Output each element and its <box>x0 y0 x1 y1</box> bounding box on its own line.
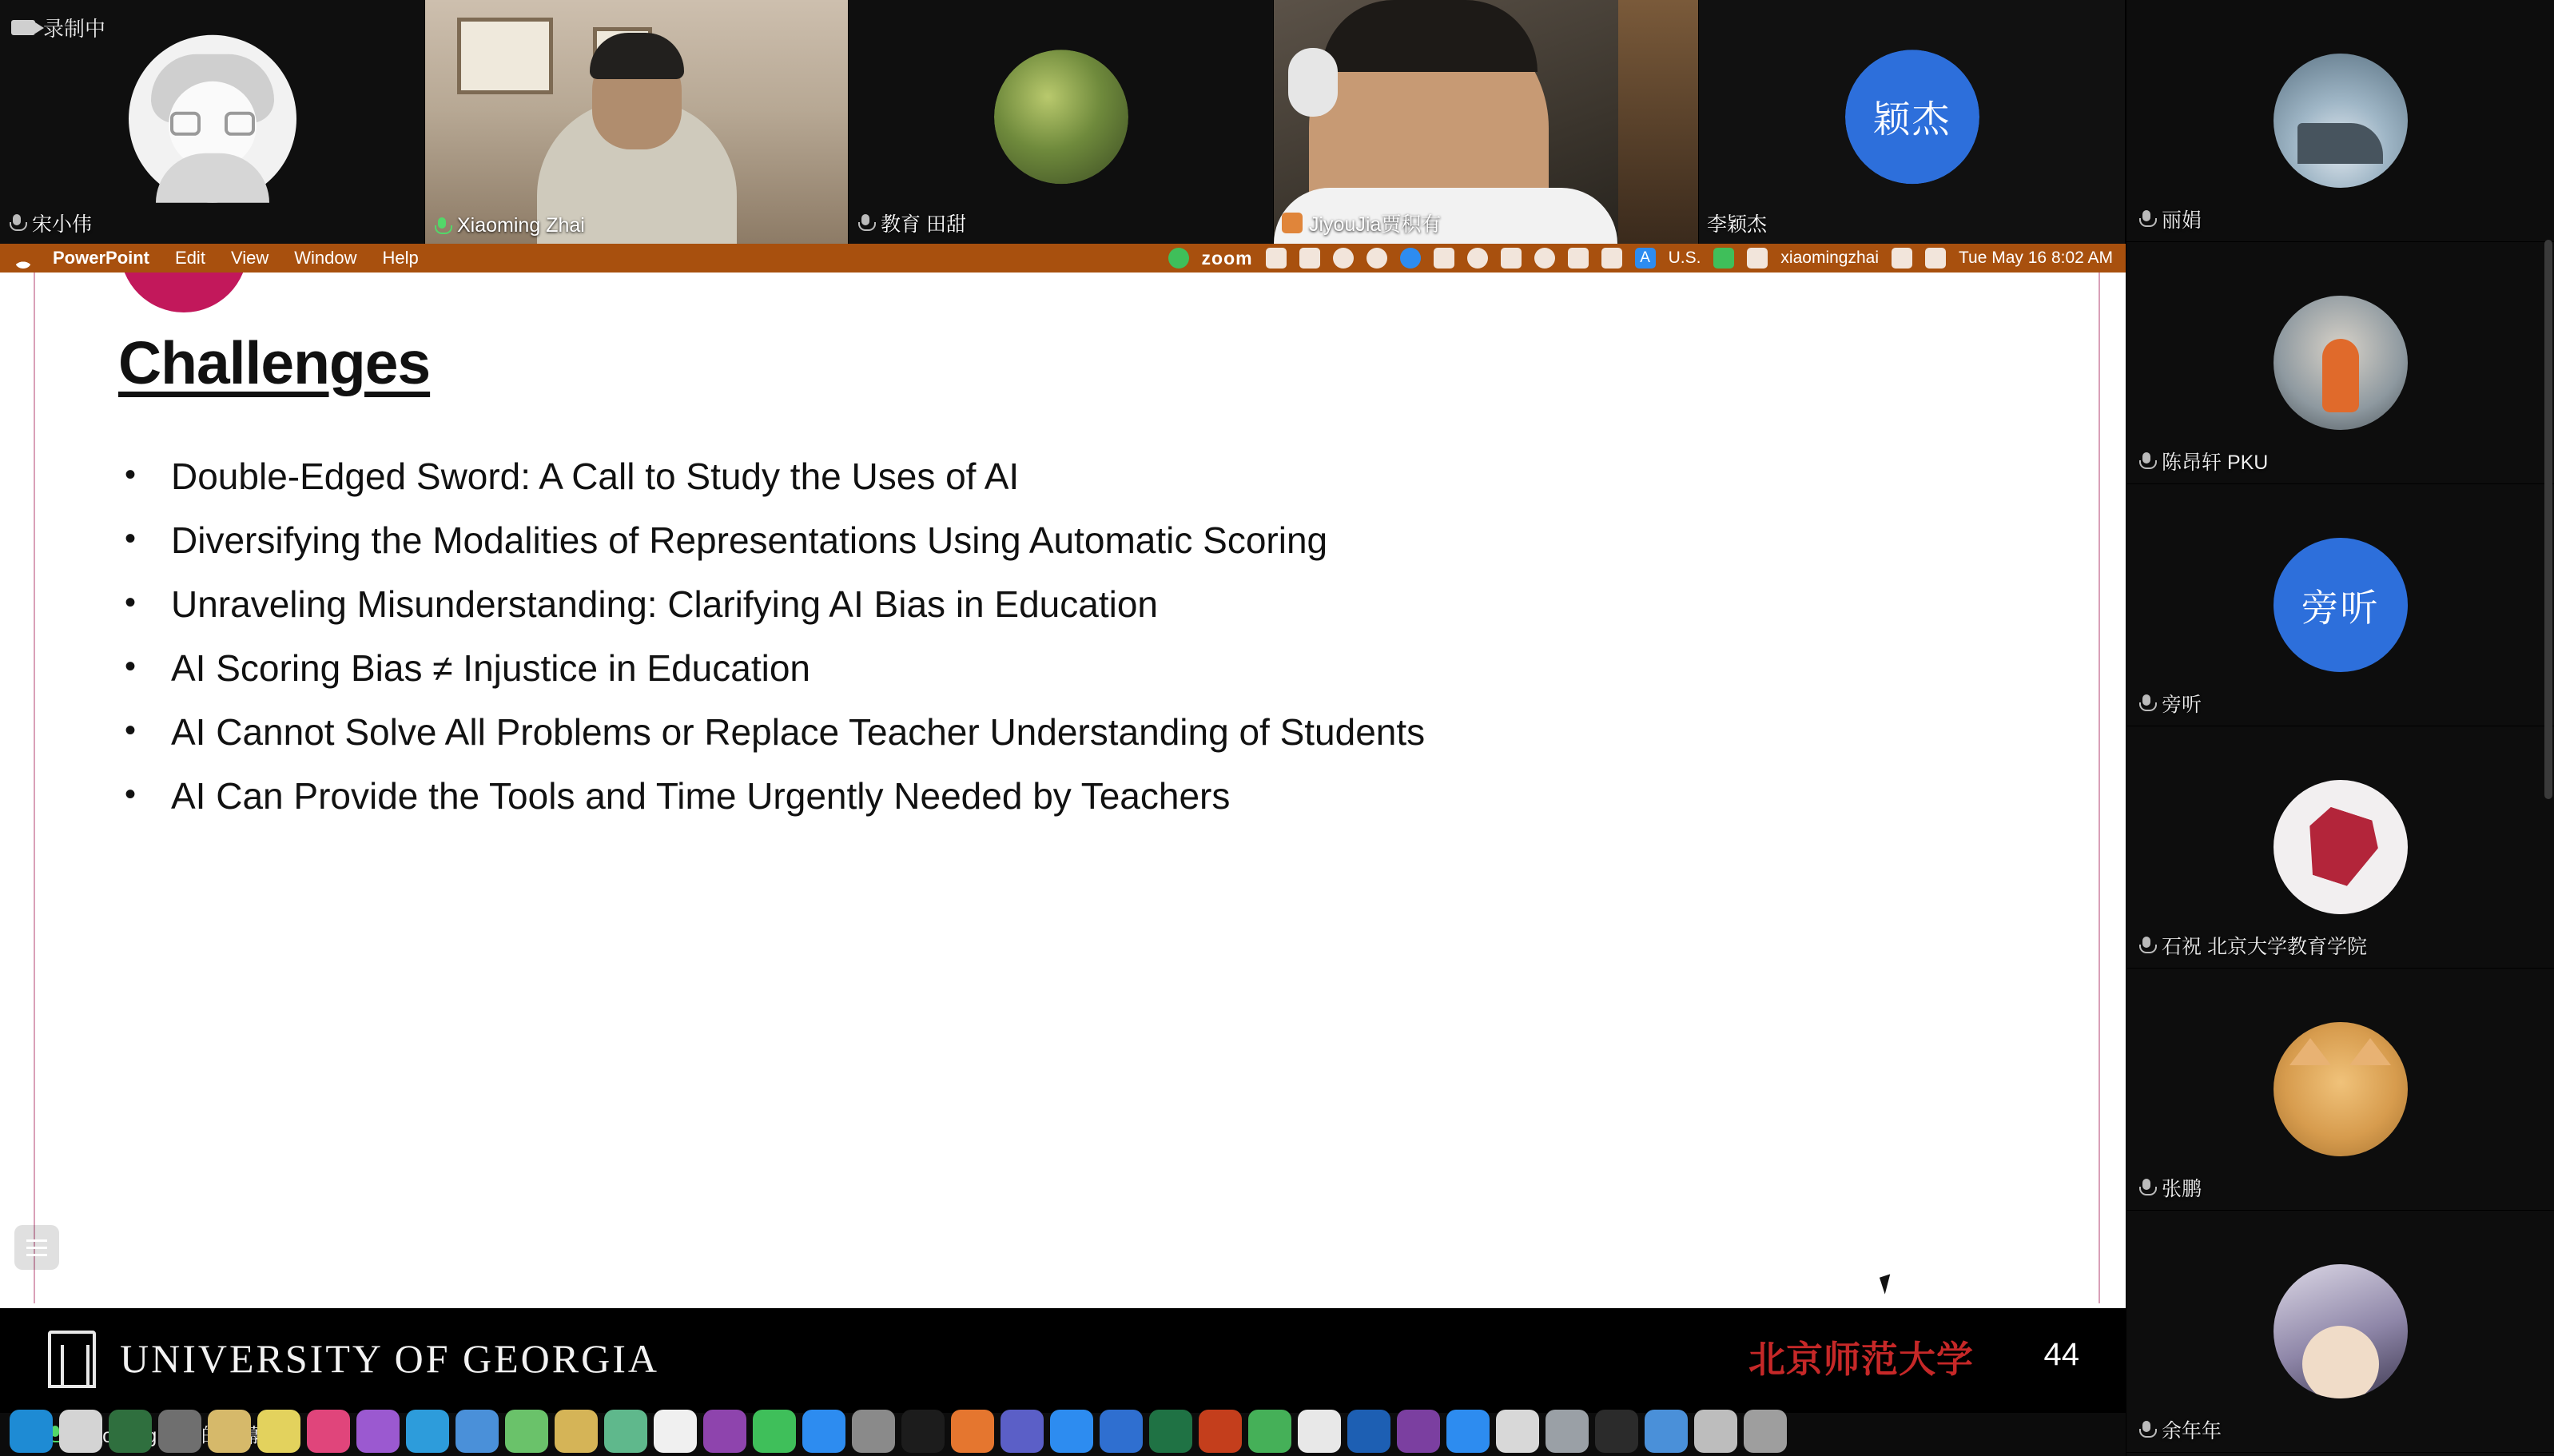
menu-edit[interactable]: Edit <box>175 248 205 268</box>
microphone-muted-icon <box>8 213 26 233</box>
teams-icon[interactable] <box>1001 1410 1044 1453</box>
avatar-badge-icon <box>1282 213 1303 233</box>
microphone-muted-icon <box>2138 209 2155 229</box>
bell-icon[interactable] <box>1501 248 1522 269</box>
list-item: • Diversifying the Modalities of Representations Using Automatic Scoring <box>118 508 1956 572</box>
university-seal-icon <box>48 1331 96 1388</box>
avatar <box>2274 54 2408 188</box>
microphone-muted-icon <box>2138 1177 2155 1198</box>
video-tile-strip <box>0 0 2126 244</box>
podcasts-icon[interactable] <box>703 1410 746 1453</box>
screen-share-icon[interactable] <box>1168 248 1189 269</box>
video-tile[interactable] <box>1274 0 1699 244</box>
participant-name: Xiaoming Zhai <box>433 214 585 237</box>
participant-name: 丽娟 <box>2138 205 2202 233</box>
screenshot-icon[interactable] <box>1546 1410 1589 1453</box>
volume-icon[interactable] <box>1568 248 1589 269</box>
search-menu-icon[interactable] <box>1333 248 1354 269</box>
participant-name: 宋小伟 <box>8 209 92 237</box>
video-tile[interactable] <box>1699 0 2126 244</box>
participant-name: JiyouJia贾积有 <box>1282 209 1441 237</box>
settings-gear-icon[interactable] <box>852 1410 895 1453</box>
slide-decoration <box>120 273 248 312</box>
participant-name: 李颖杰 <box>1707 213 1768 236</box>
video-tile[interactable] <box>425 0 849 244</box>
microphone-muted-icon <box>2138 693 2155 714</box>
powerpoint-icon[interactable] <box>1199 1410 1242 1453</box>
keyboard-flag-icon[interactable]: A <box>1635 248 1656 269</box>
rail-participant[interactable] <box>2126 242 2554 484</box>
zoom-menu-icon[interactable]: zoom <box>1201 248 1253 269</box>
avatar <box>2274 296 2408 430</box>
video-tile[interactable] <box>0 0 425 244</box>
powerpoint-slide[interactable] <box>0 273 2126 1414</box>
avatar <box>2274 1022 2408 1156</box>
microphone-muted-icon <box>857 213 874 233</box>
system-settings-icon[interactable] <box>158 1410 201 1453</box>
participant-name: 余年年 <box>2138 1415 2222 1444</box>
facetime-icon[interactable] <box>753 1410 796 1453</box>
input-source-label[interactable]: U.S. <box>1668 249 1701 267</box>
menu-window[interactable]: Window <box>294 248 357 268</box>
list-item: • AI Scoring Bias ≠ Injustice in Education <box>118 636 1956 700</box>
spotlight-search-icon[interactable] <box>1892 248 1912 269</box>
menu-view[interactable]: View <box>230 248 269 268</box>
input-en-icon[interactable] <box>1694 1410 1737 1453</box>
app-lock-icon[interactable] <box>1595 1410 1638 1453</box>
avatar <box>129 34 296 202</box>
bluetooth-icon[interactable] <box>1601 248 1622 269</box>
dropbox-icon[interactable] <box>1299 248 1320 269</box>
chrome-menu-icon[interactable] <box>1367 248 1387 269</box>
menu-help[interactable]: Help <box>382 248 419 268</box>
recording-indicator <box>11 13 105 42</box>
avatar <box>2274 780 2408 914</box>
clock-datetime[interactable]: Tue May 16 8:02 AM <box>1959 249 2113 267</box>
footer-cn-mark: 北京师范大学 <box>1748 1339 1974 1380</box>
notes-icon[interactable] <box>257 1410 300 1453</box>
battery-icon[interactable] <box>1713 248 1734 269</box>
participant-name: 张鹏 <box>2138 1173 2202 1202</box>
maps-icon[interactable] <box>604 1410 647 1453</box>
camera-icon <box>11 20 35 35</box>
rail-participant[interactable] <box>2126 484 2554 726</box>
launchpad-icon[interactable] <box>59 1410 102 1453</box>
reminders-icon[interactable] <box>654 1410 697 1453</box>
video-feed <box>1274 0 1698 244</box>
rail-participant[interactable] <box>2126 1211 2554 1453</box>
participant-name: 教育 田甜 <box>857 209 966 237</box>
list-item: • AI Cannot Solve All Problems or Replace Teacher Understanding of Students <box>118 700 1956 764</box>
avatar <box>994 50 1128 184</box>
calendar-icon[interactable] <box>1434 248 1454 269</box>
microphone-muted-icon <box>2138 935 2155 956</box>
page-title: Challenges <box>118 329 431 396</box>
list-item: • AI Can Provide the Tools and Time Urgently Needed by Teachers <box>118 764 1956 828</box>
photos-icon[interactable] <box>1645 1410 1688 1453</box>
excel-icon[interactable] <box>1149 1410 1192 1453</box>
rail-participant[interactable] <box>2126 969 2554 1211</box>
bullet-list <box>118 444 1956 828</box>
folder-icon[interactable] <box>208 1410 251 1453</box>
apple-icon[interactable] <box>14 249 32 269</box>
podcast-icon[interactable] <box>356 1410 400 1453</box>
input-method-en-icon[interactable] <box>1100 1410 1143 1453</box>
mac-menu-bar[interactable] <box>0 244 2126 273</box>
zoom-status-icon[interactable] <box>1400 248 1421 269</box>
slide-footer <box>0 1308 2126 1414</box>
chrome-icon[interactable] <box>1298 1410 1341 1453</box>
slide-number: 44 <box>2043 1337 2079 1372</box>
avatar <box>2274 1264 2408 1398</box>
slide-guide-left <box>34 273 35 1303</box>
books-icon[interactable] <box>951 1410 994 1453</box>
word-icon[interactable] <box>1347 1410 1390 1453</box>
recording-label: 录制中 <box>43 17 106 41</box>
list-item: • Unraveling Misunderstanding: Clarifying AI Bias in Education <box>118 572 1956 636</box>
preview-icon[interactable] <box>1496 1410 1539 1453</box>
avatar-initials: 颖杰 <box>1845 50 1979 184</box>
microphone-muted-icon <box>2138 1419 2155 1440</box>
safari-icon[interactable] <box>406 1410 449 1453</box>
rail-participant[interactable] <box>2126 726 2554 969</box>
stats-icon[interactable] <box>1266 248 1287 269</box>
participants-rail[interactable] <box>2126 0 2554 1456</box>
music-icon[interactable] <box>307 1410 350 1453</box>
clock-icon[interactable] <box>1534 248 1555 269</box>
rail-scrollbar[interactable] <box>2544 240 2552 799</box>
microphone-muted-icon <box>2138 451 2155 471</box>
list-item: • Double-Edged Sword: A Call to Study the Uses of AI <box>118 444 1956 508</box>
participant-name: 石祝 北京大学教育学院 <box>2138 931 2367 960</box>
menu-powerpoint[interactable]: PowerPoint <box>53 248 150 268</box>
wifi-icon[interactable] <box>1747 248 1768 269</box>
microphone-active-icon <box>433 216 451 237</box>
appstore-icon[interactable] <box>802 1410 845 1453</box>
avatar-initials: 旁听 <box>2274 538 2408 672</box>
player-icon[interactable] <box>505 1410 548 1453</box>
trash-icon[interactable] <box>1744 1410 1787 1453</box>
app-grid-icon[interactable] <box>456 1410 499 1453</box>
video-tile[interactable] <box>849 0 1274 244</box>
mac-dock[interactable] <box>0 1403 2126 1456</box>
onenote-icon[interactable] <box>1397 1410 1440 1453</box>
terminal-icon[interactable] <box>901 1410 945 1453</box>
slide-guide-right <box>2098 273 2100 1303</box>
zoom-dock-icon[interactable] <box>1446 1410 1490 1453</box>
rail-participant[interactable] <box>2126 0 2554 242</box>
activity-monitor-icon[interactable] <box>109 1410 152 1453</box>
control-center-icon[interactable] <box>1925 248 1946 269</box>
user-label[interactable]: xiaomingzhai <box>1780 249 1879 267</box>
participant-name: 旁听 <box>2138 689 2202 718</box>
avatar <box>1845 50 1979 184</box>
mail-icon[interactable] <box>555 1410 598 1453</box>
finder-icon[interactable] <box>10 1410 53 1453</box>
onedrive-icon[interactable] <box>1050 1410 1093 1453</box>
play-icon[interactable] <box>1467 248 1488 269</box>
drive-icon[interactable] <box>1248 1410 1291 1453</box>
participant-name: 陈昂轩 PKU <box>2138 447 2268 475</box>
slide-menu-button[interactable] <box>14 1225 59 1270</box>
mouse-cursor <box>1880 1274 1896 1294</box>
footer-brand: UNIVERSITY OF GEORGIA <box>120 1336 660 1381</box>
